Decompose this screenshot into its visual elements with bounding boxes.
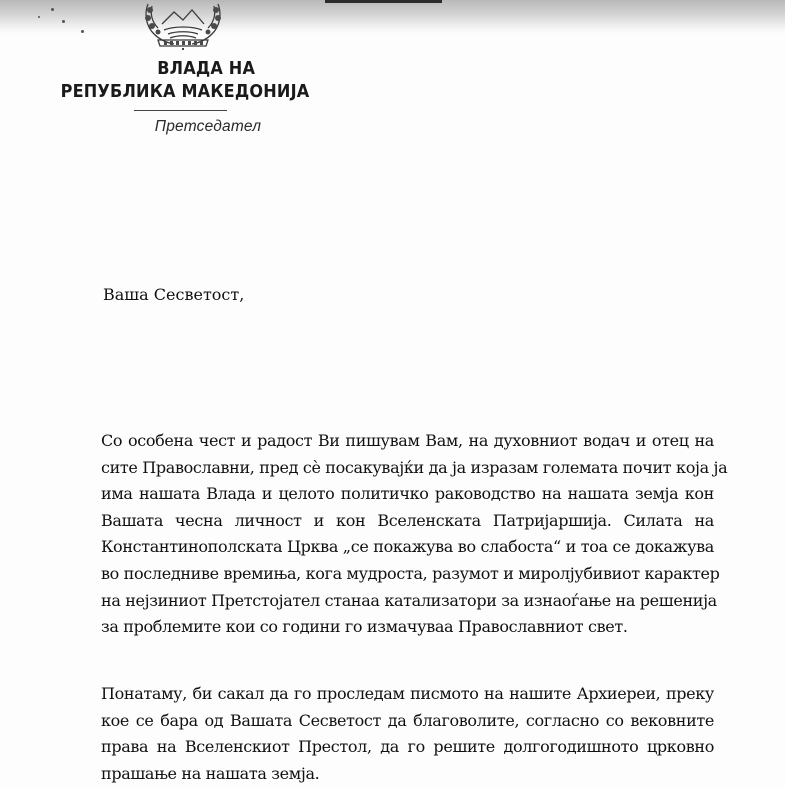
paragraph-line: за проблемите кои со години го измачуваа Православниот свет.	[101, 617, 628, 637]
paragraph-line: прашање на нашата земја.	[101, 763, 320, 783]
paragraph-1	[101, 428, 728, 641]
coat-of-arms-emblem	[140, 0, 226, 50]
salutation: Ваша Сесветост,	[103, 285, 245, 304]
scan-speck	[38, 16, 40, 18]
paragraph-line: на нејзиниот Претстојател станаа катализатори за изнаоѓање на решенија	[101, 590, 717, 610]
organization-name-line2: РЕПУБЛИКА МАКЕДОНИЈА	[60, 82, 310, 102]
paragraph-2	[101, 681, 714, 787]
scan-speck	[62, 20, 65, 23]
letterhead-divider	[134, 110, 227, 111]
scan-speck	[81, 30, 84, 33]
letterhead	[40, 58, 330, 136]
paragraph-line: Константинополската Црква „се покажува во слабоста“ и тоа се докажува	[101, 537, 714, 557]
paragraph-line: кое се бара од Вашата Сесветост да благоволите, согласно со вековните	[101, 710, 714, 730]
paragraph-line: Вашата чесна личност и кон Вселенската Патријаршија. Силата на	[101, 510, 714, 530]
paragraph-line: права на Вселенскиот Престол, да го решите долгогодишното црковно	[101, 737, 714, 757]
organization-name-line1: ВЛАДА НА	[157, 59, 256, 79]
paragraph-line: во последниве времиња, кога мудроста, разумот и миролјубивиот карактер	[101, 563, 720, 583]
scan-shadow	[0, 0, 785, 34]
paragraph-line: има нашата Влада и целото политичко раководство на нашата земја кон	[101, 484, 714, 504]
office-title: Претседател	[154, 118, 262, 135]
scan-speck	[51, 8, 54, 11]
paragraph-line: Со особена чест и радост Ви пишувам Вам, на духовниот водач и отец на	[101, 431, 714, 450]
paragraph-line: Понатаму, би сакал да го проследам писмото на нашите Архиереи, преку	[101, 684, 714, 703]
paragraph-line: сите Православни, пред сè посакувајќи да ја изразам големата почит која ја	[101, 457, 728, 477]
scan-edge-bar	[325, 0, 442, 3]
